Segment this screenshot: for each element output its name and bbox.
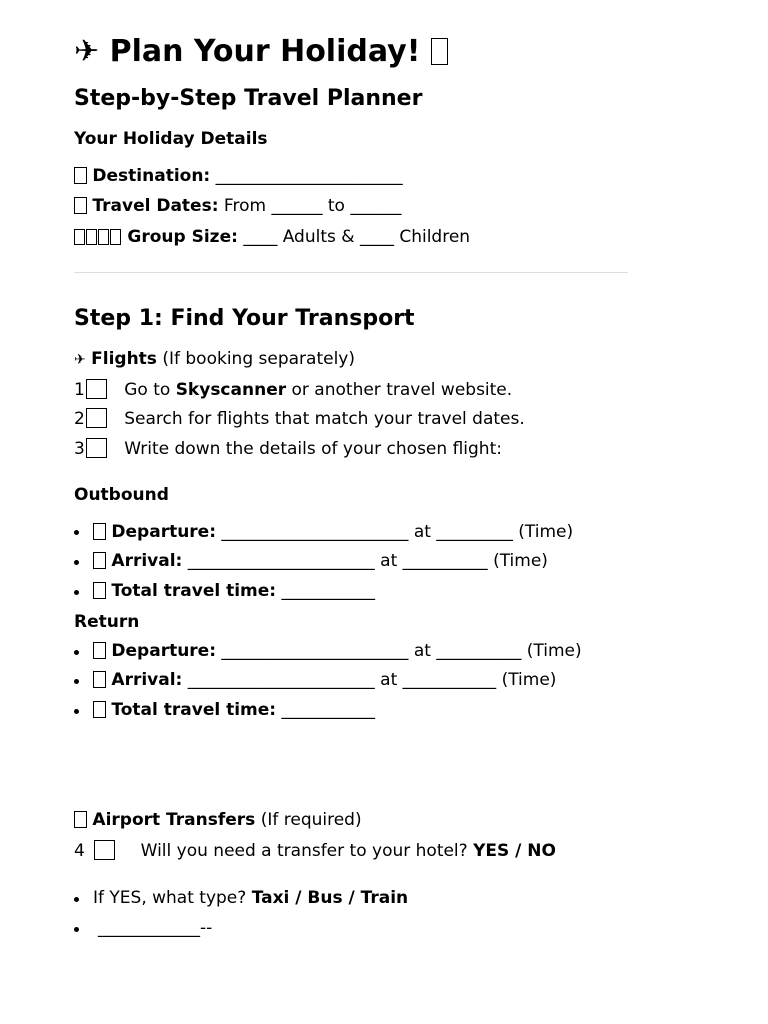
flights-label: Flights: [91, 349, 157, 369]
date-from-field[interactable]: ______: [271, 196, 323, 216]
date-to-field[interactable]: ______: [350, 196, 402, 216]
list-item: [74, 408, 525, 430]
missing-glyph-icon: [93, 582, 106, 599]
missing-glyph-icon: [93, 642, 106, 659]
dates-from-text: From: [223, 196, 267, 216]
destination-label: Destination:: [92, 166, 211, 186]
bullet-icon: [74, 897, 79, 902]
adults-text: Adults &: [282, 227, 355, 247]
arrival-field[interactable]: ______________________: [187, 551, 375, 571]
item-number: 3: [74, 439, 85, 459]
step1-heading: Step 1: Find Your Transport: [74, 306, 415, 331]
arrival-time-field[interactable]: __________: [402, 551, 488, 571]
page-title: [74, 32, 448, 72]
flights-note: (If booking separately): [162, 349, 355, 369]
transfers-note: (If required): [260, 810, 362, 830]
group-size-row: [74, 226, 470, 248]
missing-glyph-icon: [74, 811, 87, 828]
transfers-label: Airport Transfers: [92, 810, 256, 830]
page-title-text: Plan Your Holiday!: [109, 34, 421, 69]
departure-time-field[interactable]: __________: [436, 641, 522, 661]
list-item: [74, 438, 502, 460]
missing-glyph-icon: [431, 38, 448, 65]
item-number: 2: [74, 409, 85, 429]
item-text: Go to Skyscanner or another travel website.: [124, 380, 513, 400]
at-text: at: [380, 670, 398, 690]
section-divider: [74, 272, 628, 273]
bullet-icon: [74, 530, 79, 535]
transfer-type-options: Taxi / Bus / Train: [251, 888, 409, 908]
outbound-departure-row: [93, 521, 573, 543]
airplane-icon: ✈: [74, 34, 100, 69]
total-time-label: Total travel time:: [111, 700, 277, 720]
item-number: 1: [74, 380, 85, 400]
return-heading: Return: [74, 612, 140, 632]
arrival-label: Arrival:: [111, 551, 183, 571]
item-text: Search for flights that match your travel dates.: [124, 409, 525, 429]
bullet-icon: [74, 650, 79, 655]
departure-label: Departure:: [111, 522, 217, 542]
total-time-field[interactable]: ___________: [281, 581, 376, 601]
family-icon: [74, 227, 122, 247]
bullet-icon: [74, 590, 79, 595]
checkbox[interactable]: [86, 438, 107, 458]
time-text: (Time): [518, 522, 574, 542]
arrival-label: Arrival:: [111, 670, 183, 690]
bullet-icon: [74, 560, 79, 565]
return-departure-row: [93, 640, 582, 662]
time-text: (Time): [526, 641, 582, 661]
missing-glyph-icon: [74, 197, 87, 214]
return-arrival-row: [93, 669, 556, 691]
bullet-icon: [74, 709, 79, 714]
time-text: (Time): [493, 551, 548, 571]
airplane-icon: ✈: [74, 352, 86, 368]
travel-dates-label: Travel Dates:: [92, 196, 219, 216]
departure-field[interactable]: ______________________: [221, 641, 409, 661]
list-item: [74, 379, 512, 401]
dates-to-text: to: [327, 196, 345, 216]
page-subtitle: Step-by-Step Travel Planner: [74, 86, 423, 111]
transfer-type-row: [93, 887, 408, 909]
item-text: Write down the details of your chosen flight:: [124, 439, 502, 459]
destination-field[interactable]: ______________________: [215, 166, 403, 186]
total-time-field[interactable]: ___________: [281, 700, 376, 720]
missing-glyph-icon: [93, 671, 106, 688]
checkbox[interactable]: [86, 379, 107, 399]
bullet-icon: [74, 927, 79, 932]
checkbox[interactable]: [86, 408, 107, 428]
transfers-row: [74, 809, 362, 831]
missing-glyph-icon: [93, 552, 106, 569]
item-number: 4: [74, 841, 85, 861]
at-text: at: [413, 522, 431, 542]
departure-field[interactable]: ______________________: [221, 522, 409, 542]
missing-glyph-icon: [93, 701, 106, 718]
at-text: at: [380, 551, 398, 571]
yes-no-answer: YES / NO: [473, 841, 556, 861]
arrival-time-field[interactable]: ___________: [402, 670, 497, 690]
children-field[interactable]: ____: [359, 227, 394, 247]
transfer-type-question: If YES, what type?: [93, 888, 247, 908]
adults-field[interactable]: ____: [243, 227, 278, 247]
flights-row: [74, 348, 355, 371]
arrival-field[interactable]: ______________________: [187, 670, 375, 690]
children-text: Children: [399, 227, 471, 247]
details-heading: Your Holiday Details: [74, 129, 268, 149]
transfer-type-field[interactable]: ____________--: [98, 918, 213, 938]
transfer-question: Will you need a transfer to your hotel?: [140, 841, 468, 861]
at-text: at: [413, 641, 431, 661]
outbound-arrival-row: [93, 550, 548, 572]
missing-glyph-icon: [74, 167, 87, 184]
outbound-heading: Outbound: [74, 485, 169, 505]
destination-row: [74, 165, 403, 187]
bullet-icon: [74, 679, 79, 684]
departure-time-field[interactable]: _________: [436, 522, 513, 542]
outbound-total-row: [93, 580, 375, 602]
return-total-row: [93, 699, 375, 721]
checkbox[interactable]: [94, 840, 115, 860]
time-text: (Time): [501, 670, 557, 690]
travel-dates-row: [74, 195, 401, 217]
missing-glyph-icon: [93, 523, 106, 540]
total-time-label: Total travel time:: [111, 581, 277, 601]
list-item: [74, 840, 556, 862]
group-size-label: Group Size:: [127, 227, 238, 247]
departure-label: Departure:: [111, 641, 217, 661]
